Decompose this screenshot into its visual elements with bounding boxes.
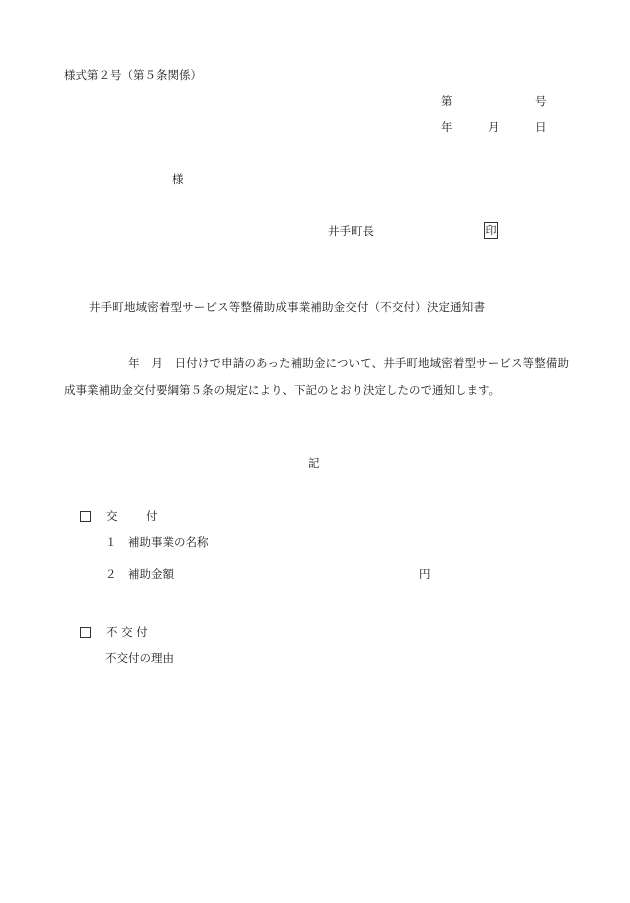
grant-item-name: １ 補助事業の名称: [105, 535, 209, 549]
grant-amount-unit: 円: [419, 567, 431, 581]
nongrant-reason-label: 不交付の理由: [105, 651, 174, 665]
addressee-suffix: 様: [172, 172, 184, 186]
date-year: 年: [441, 120, 453, 134]
doc-number-go: 号: [535, 94, 547, 108]
checkbox-icon: [80, 627, 91, 638]
issuer-name: 井手町長: [328, 224, 374, 238]
checkbox-icon: [80, 511, 91, 522]
grant-label-b: 付: [146, 509, 158, 523]
date-month: 月: [488, 120, 500, 134]
seal-mark: 印: [485, 224, 497, 237]
nongrant-label: 不 交 付: [106, 625, 148, 639]
doc-number-dai: 第: [441, 94, 453, 108]
body-paragraph: [64, 350, 569, 404]
grant-checkbox[interactable]: [80, 511, 91, 524]
form-number-label: 様式第２号（第５条関係）: [64, 68, 202, 82]
date-day: 日: [535, 120, 547, 134]
ki-heading: 記: [308, 456, 320, 470]
grant-item-amount: ２ 補助金額: [105, 567, 174, 581]
body-text: 年 月 日付けで申請のあった補助金について、井手町地域密着型サービス等整備助成事業補助金交付要綱第５条の規定により、下記のとおり決定したので通知します。: [64, 356, 569, 397]
document-title: 井手町地域密着型サービス等整備助成事業補助金交付（不交付）決定通知書: [89, 300, 486, 314]
nongrant-checkbox[interactable]: [80, 627, 91, 640]
grant-label-a: 交: [106, 509, 118, 523]
